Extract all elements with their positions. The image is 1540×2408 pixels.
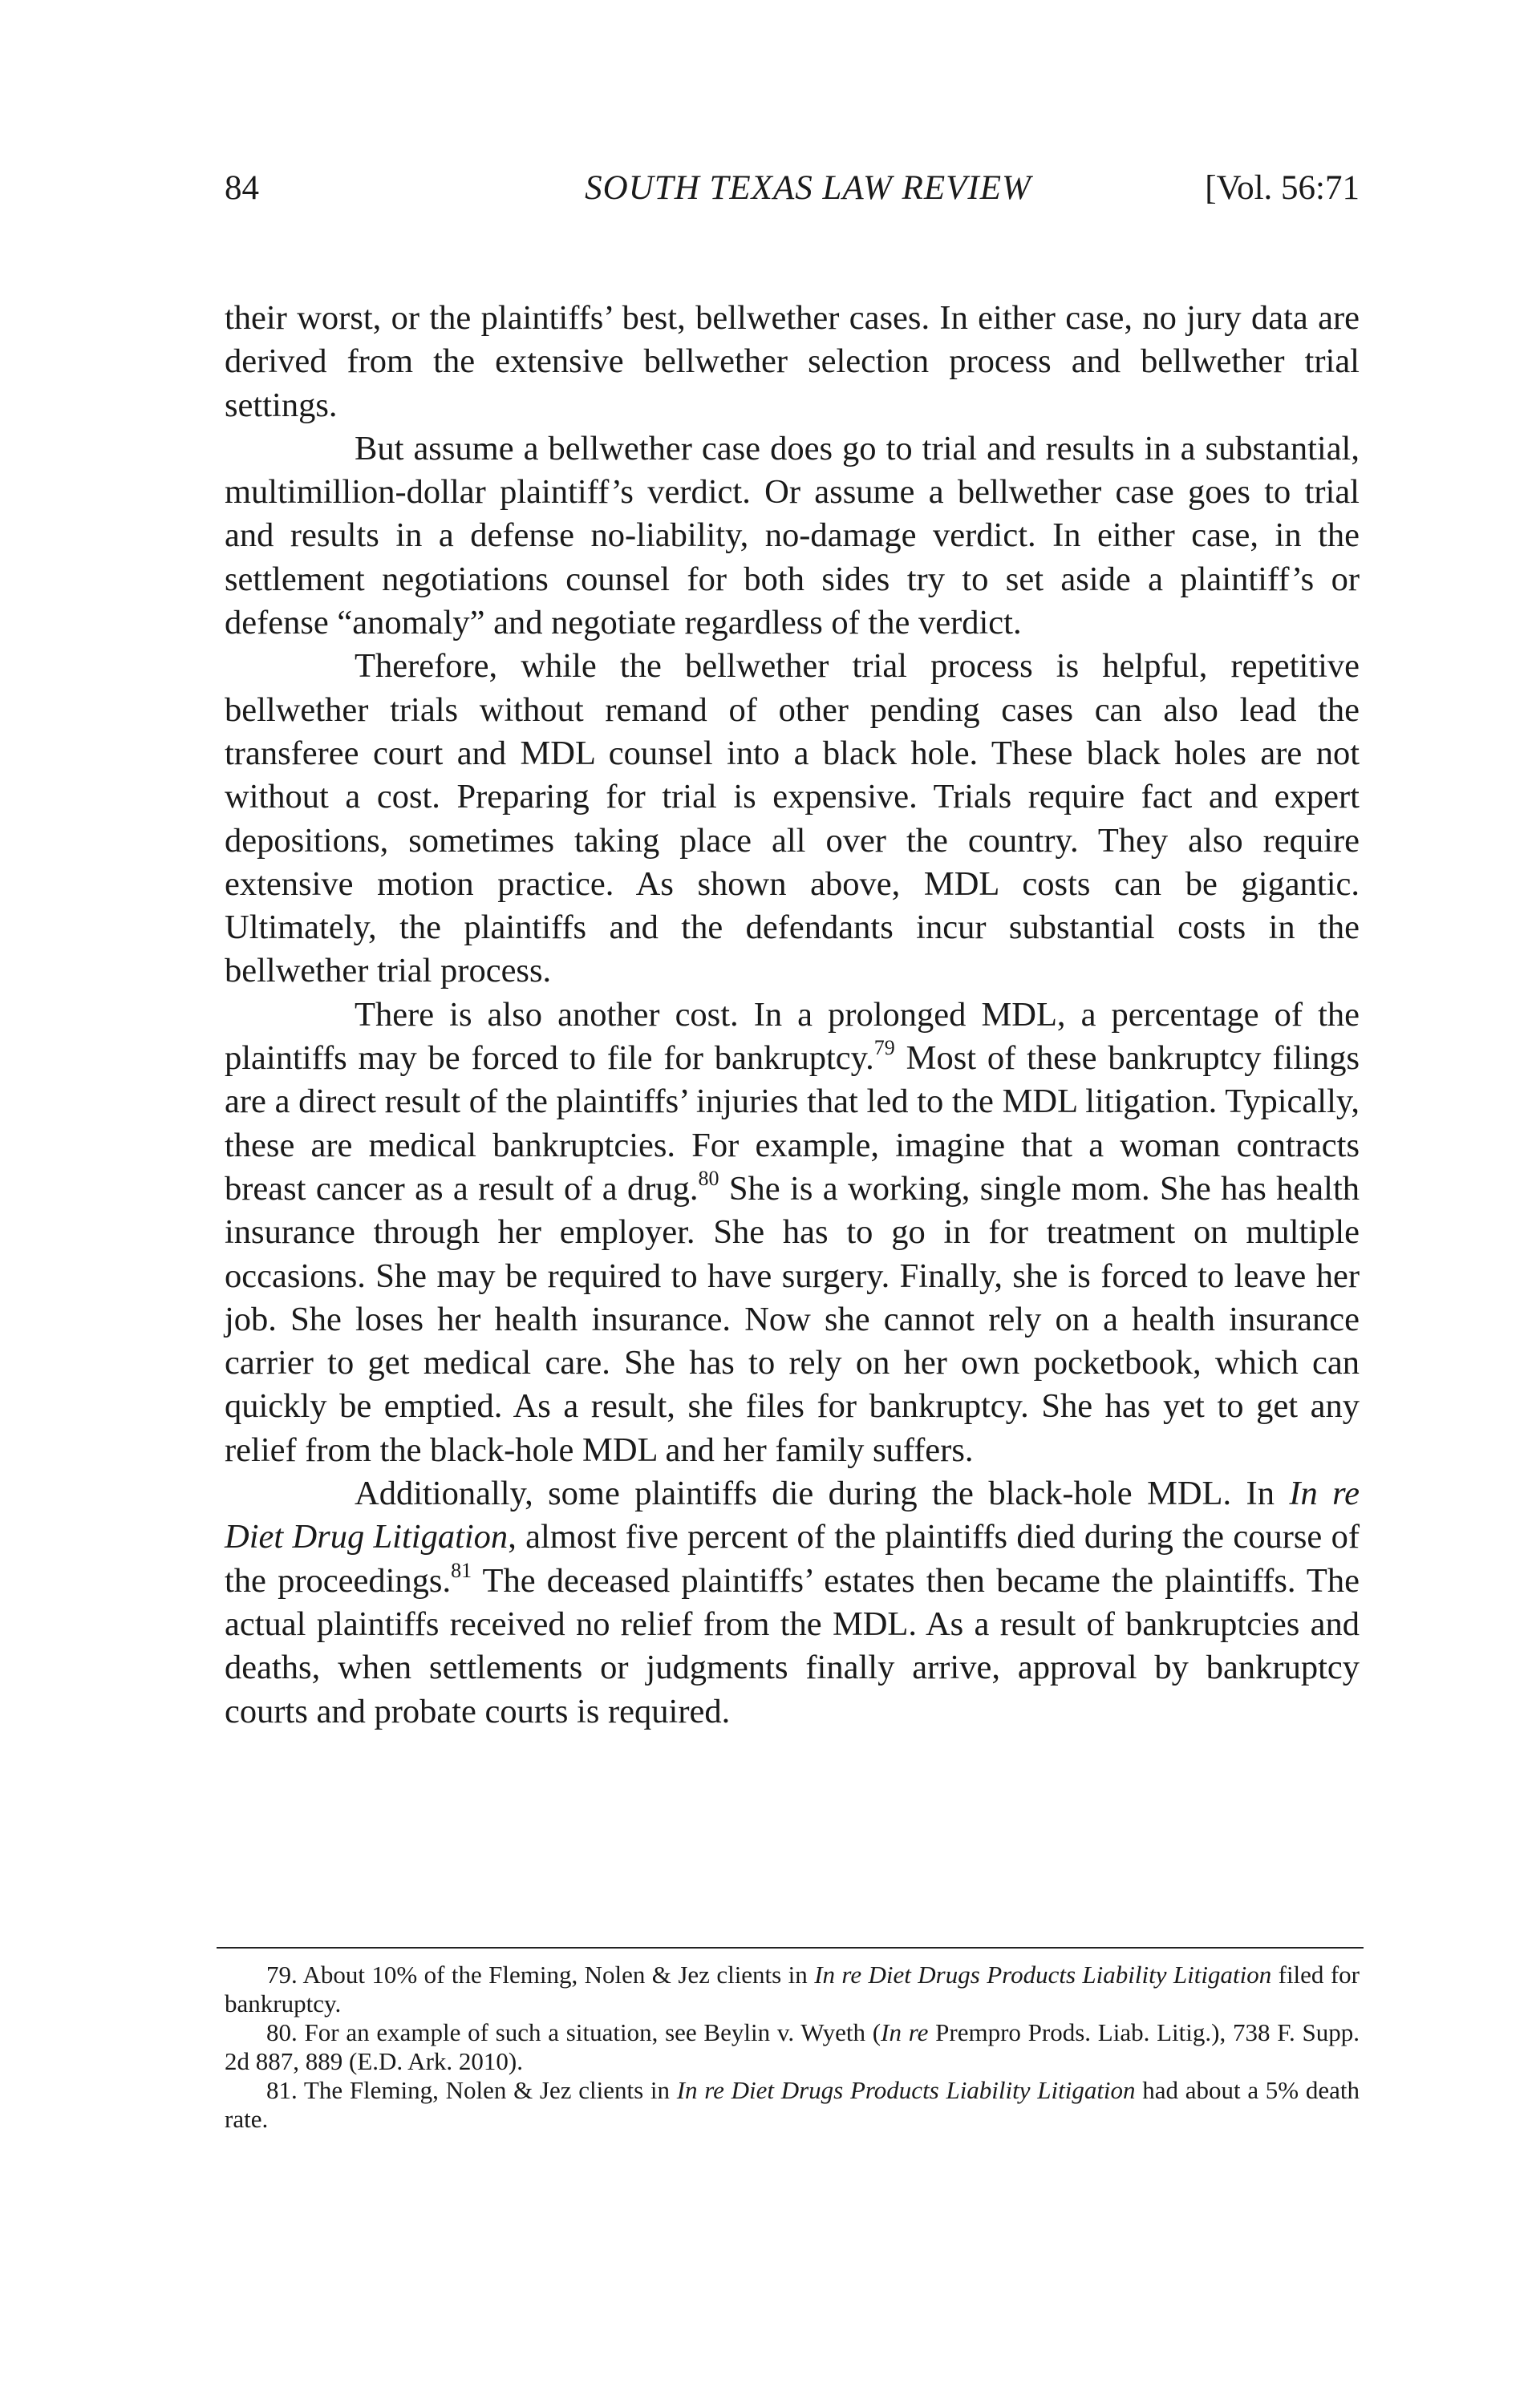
journal-title: SOUTH TEXAS LAW REVIEW (585, 169, 1031, 207)
paragraph-1: their worst, or the plaintiffs’ best, bellwether cases. In either case, no jury data are derived from the extensive bellwether selection process and bellwether trial settings. (225, 299, 1360, 424)
footnote-81-text-a: 81. The Fleming, Nolen & Jez clients in (266, 2076, 677, 2104)
footnote-ref-80[interactable]: 80 (698, 1166, 719, 1190)
footnote-81 (225, 2076, 1360, 2134)
footnotes (225, 1961, 1360, 2134)
footnote-80-text-a: 80. For an example of such a situation, see Beylin v. Wyeth ( (266, 2018, 881, 2046)
paragraph-5-text-c: The deceased plaintiffs’ estates then became the plaintiffs. The actual plaintiffs received no relief from the MDL. As a result of bankruptcies and deaths, when settlements or judgments finally arrive, approval by bankruptcy courts and probate courts is required. (225, 1561, 1360, 1730)
footnote-ref-79[interactable]: 79 (873, 1036, 895, 1060)
footnote-79-case: In re Diet Drugs Products Liability Litigation (814, 1961, 1272, 1989)
footnote-79-text-a: 79. About 10% of the Fleming, Nolen & Jez clients in (266, 1961, 815, 1989)
body-text (225, 297, 1360, 1734)
footnote-79 (225, 1961, 1360, 2018)
paragraph-4-text-b: Most of these bankruptcy filings are a direct result of the plaintiffs’ injuries that led to the MDL litigation. Typically, these are medical bankruptcies. For example, imagine that a woman contracts breast cancer as a result of a drug. (225, 1039, 1360, 1208)
footnote-80-text-b: Prempro Prods. Liab. Litig.), 738 F. Supp. 2d 887, 889 (E.D. Ark. 2010). (225, 2018, 1360, 2075)
footnote-ref-81[interactable]: 81 (451, 1558, 472, 1582)
running-header (225, 164, 1360, 212)
paragraph-3: Therefore, while the bellwether trial process is helpful, repetitive bellwether trials without remand of other pending cases can also lead the transferee court and MDL counsel into a black hole. These black holes are not without a cost. Preparing for trial is expensive. Trials require fact and expert depositions, sometimes taking place all over the country. They also require extensive motion practice. As shown above, MDL costs can be gigantic. Ultimately, the plaintiffs and the defendants incur substantial costs in the bellwether trial process. (225, 647, 1360, 990)
footnote-79-text-b: filed for bankruptcy. (225, 1961, 1360, 2017)
footnote-divider (217, 1947, 1364, 1949)
case-name: In re Diet Drug Litigation (225, 1475, 1360, 1556)
paragraph-5-text-b: , almost five percent of the plaintiffs died during the course of the proceedings. (225, 1518, 1360, 1600)
footnote-81-case: In re Diet Drugs Products Liability Litigation (676, 2076, 1136, 2104)
paragraph-5-text-a: Additionally, some plaintiffs die during the black-hole MDL. In (355, 1475, 1290, 1513)
paragraph-4 (225, 994, 1360, 1472)
page-number: 84 (225, 169, 259, 207)
paragraph-4-text-c: She is a working, single mom. She has health insurance through her employer. She has to go in for treatment on multiple occasions. She may be required to have surgery. Finally, she is forced to leave her job. She loses her health insurance. Now she cannot rely on a health insurance carrier to get medical care. She has to rely on her own pocketbook, which can quickly be emptied. As a result, she files for bankruptcy. She has yet to get any relief from the black-hole MDL and her family suffers. (225, 1169, 1360, 1469)
footnote-81-text-b: had about a 5% death rate. (225, 2076, 1360, 2133)
paragraph-2: But assume a bellwether case does go to trial and results in a substantial, multimillion-dollar plaintiff’s verdict. Or assume a bellwether case goes to trial and results in a defense no-liability, no-damage verdict. In either case, in the settlement negotiations counsel for both sides try to set aside a plaintiff’s or defense “anomaly” and negotiate regardless of the verdict. (225, 429, 1360, 642)
paragraph-4-text-a: There is also another cost. In a prolonged MDL, a percentage of the plaintiffs may be forced to file for bankruptcy. (225, 995, 1360, 1078)
footnote-80-case: In re (881, 2018, 929, 2046)
footnote-80 (225, 2018, 1360, 2076)
paragraph-5 (225, 1472, 1360, 1734)
volume-citation: [Vol. 56:71 (1205, 169, 1360, 207)
